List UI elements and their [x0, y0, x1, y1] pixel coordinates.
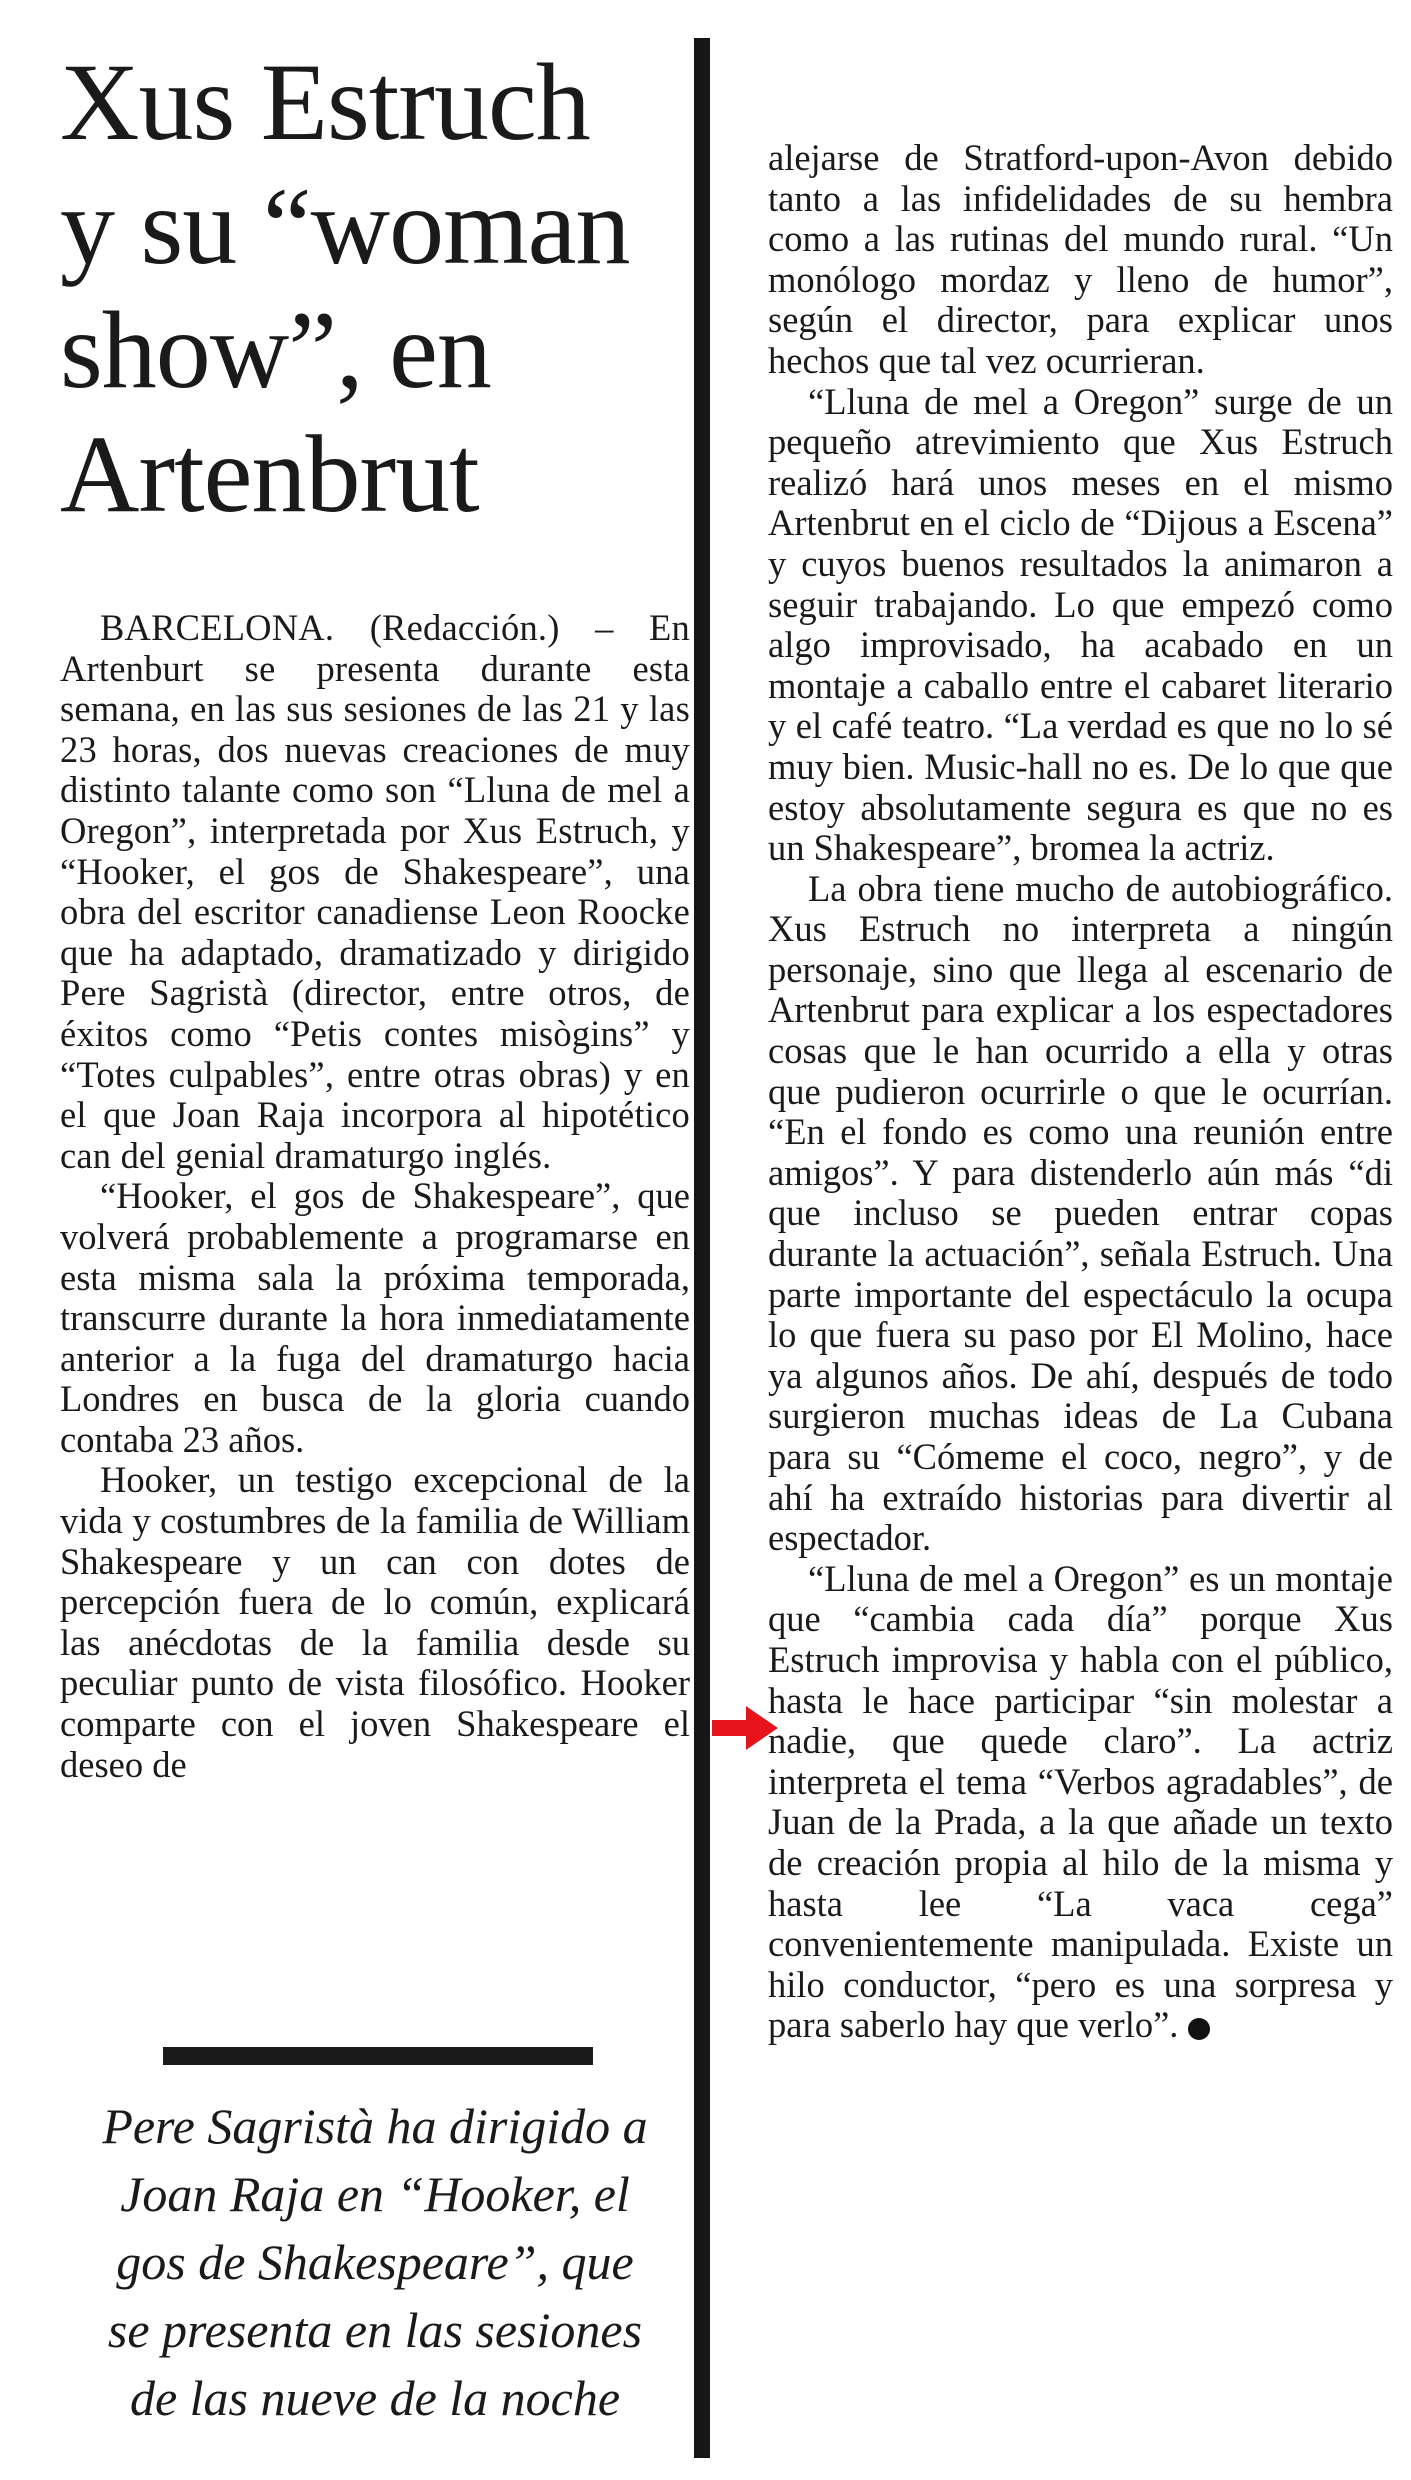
pull-quote-rule	[163, 2047, 593, 2065]
article-body-right	[768, 138, 1393, 2046]
headline-line: show”, en	[60, 289, 491, 411]
pull-quote-line: de las nueve de la noche	[129, 2370, 621, 2426]
paragraph: alejarse de Stratford-upon-Avon debido tanto a las infidelidades de su hembra como a las rutinas del mundo rural. “Un monólogo mordaz y lleno de humor”, según el director, para explicar unos hechos que tal vez ocurrieran.	[768, 137, 1393, 381]
pull-quote-line: se presenta en las sesiones	[107, 2302, 643, 2358]
pull-quote-line: Joan Raja en “Hooker, el	[120, 2166, 630, 2222]
column-divider	[694, 38, 710, 2458]
paragraph: “Lluna de mel a Oregon” surge de un pequeño atrevimiento que Xus Estruch realizó hará unos meses en el mismo Artenbrut en el ciclo de “Dijous a Escena” y cuyos buenos resultados la animaron a seguir trabajando. Lo que empezó como algo improvisado, ha acabado en un montaje a caballo entre el cabaret literario y el café teatro. “La verdad es que no lo sé muy bien. Music-hall no es. De lo que que estoy absolutamente segura es que no es un Shakespeare”, bromea la actriz.	[768, 380, 1393, 869]
headline-line: Xus Estruch	[60, 41, 590, 163]
headline-line: Artenbrut	[60, 413, 479, 535]
headline-line: y su “woman	[60, 165, 630, 287]
headline	[60, 40, 690, 536]
paragraph-last	[768, 1559, 1393, 2046]
paragraph: “Hooker, el gos de Shakespeare”, que volverá probablemente a programarse en esta misma sala la próxima temporada, transcurre durante la hora inmediatamente anterior a la fuga del dramaturgo hacia Londres en busca de la gloria cuando contaba 23 años.	[60, 1175, 690, 1460]
pull-quote	[60, 2092, 690, 2432]
paragraph-text: “Lluna de mel a Oregon” es un montaje que “cambia cada día” porque Xus Estruch improvisa y habla con el público, hasta le hace participar “sin molestar a nadie, que quede claro”. La actriz interpreta el tema “Verbos agradables”, de Juan de la Prada, a la que añade un texto de creación propia al hilo de la misma y hasta lee “La vaca cega” convenientemente manipulada. Existe un hilo conductor, “pero es una sorpresa y para saberlo hay que verlo”.	[768, 1557, 1393, 2046]
end-of-article-bullet-icon	[1188, 2018, 1210, 2040]
paragraph: Hooker, un testigo excepcional de la vida y costumbres de la familia de William Shakespeare y un can con dotes de percepción fuera de lo común, explicará las anécdotas de la familia desde su peculiar punto de vista filosófico. Hooker comparte con el joven Shakespeare el deseo de	[60, 1459, 690, 1785]
pull-quote-line: gos de Shakespeare”, que	[116, 2234, 634, 2290]
paragraph: BARCELONA. (Redacción.) – En Artenburt se presenta durante esta semana, en las sus sesiones de las 21 y las 23 horas, dos nuevas creaciones de muy distinto talante como son “Lluna de mel a Oregon”, interpretada por Xus Estruch, y “Hooker, el gos de Shakespeare”, una obra del escritor canadiense Leon Roocke que ha adaptado, dramatizado y dirigido Pere Sagristà (director, entre otros, de éxitos como “Petis contes misògins” y “Totes culpables”, entre otras obras) y en el que Joan Raja incorpora al hipotético can del genial dramaturgo inglés.	[60, 607, 690, 1176]
pull-quote-line: Pere Sagristà ha dirigido a	[102, 2098, 648, 2154]
article-body-left	[60, 608, 690, 1785]
paragraph: La obra tiene mucho de autobiográfico. Xus Estruch no interpreta a ningún personaje, sino que llega al escenario de Artenbrut para explicar a los espectadores cosas que le han ocurrido a ella y otras que pudieron ocurrirle o que le ocurrían. “En el fondo es como una reunión entre amigos”. Y para distenderlo aún más “di que incluso se pueden entrar copas durante la actuación”, señala Estruch. Una parte importante del espectáculo la ocupa lo que fuera su paso por El Molino, hace ya algunos años. De ahí, después de todo surgieron muchas ideas de La Cubana para su “Cómeme el coco, negro”, y de ahí ha extraído historias para divertir al espectador.	[768, 867, 1393, 1559]
red-arrow-icon	[712, 1706, 778, 1750]
